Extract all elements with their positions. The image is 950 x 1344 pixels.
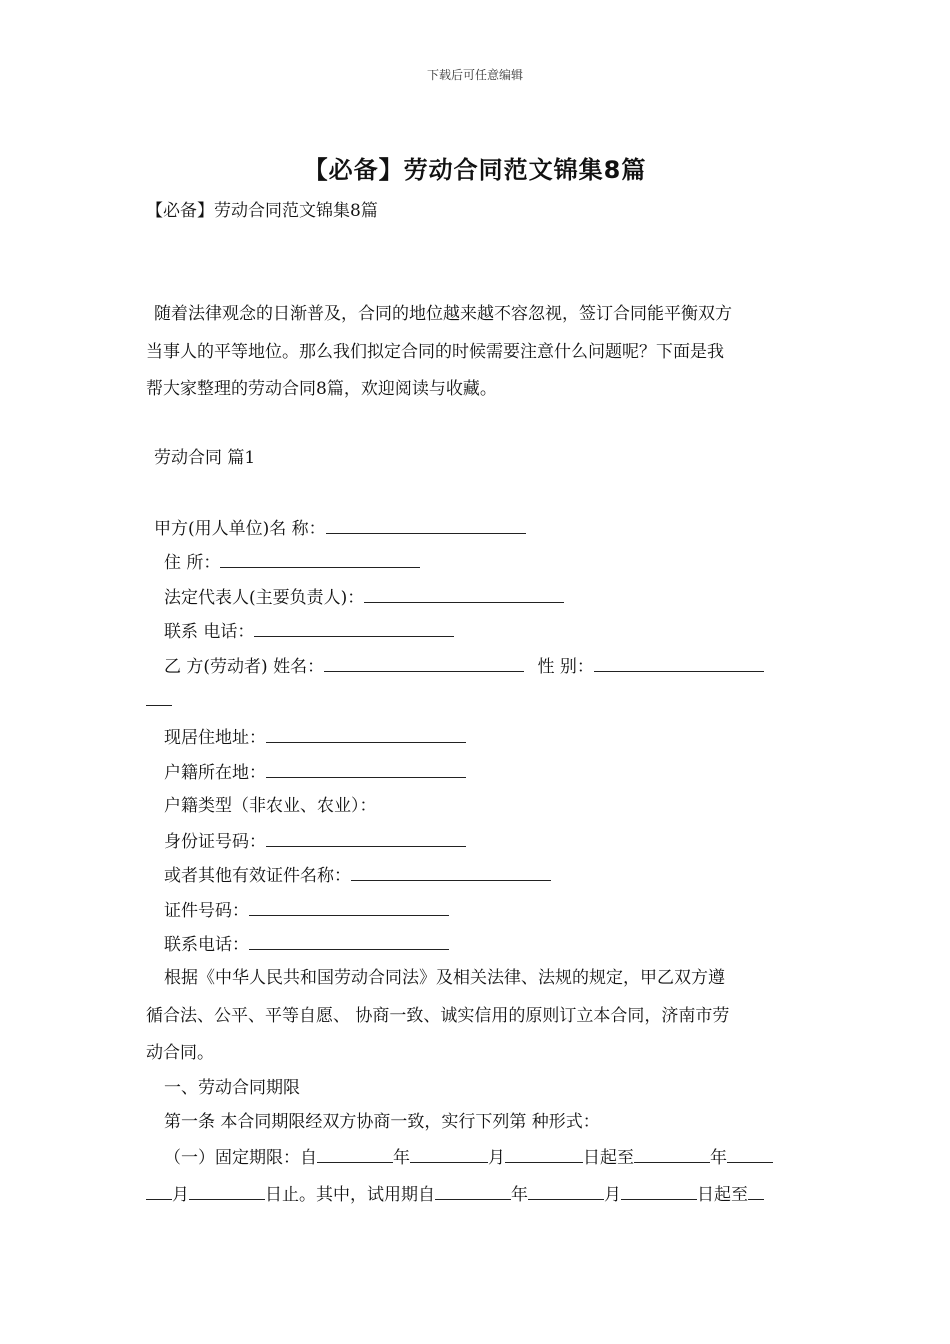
field-label: 住 所： (164, 553, 221, 573)
blank-line (189, 1182, 265, 1200)
blank-line (594, 654, 764, 672)
field-party-b (164, 654, 764, 679)
field-label: 性 别： (537, 657, 594, 677)
basis-line-1: 根据《中华人民共和国劳动合同法》及相关法律、法规的规定，甲乙双方遵 (164, 968, 725, 988)
wrap-blank (146, 688, 172, 713)
field-id-number (164, 829, 466, 854)
field-party-a-name (154, 516, 526, 541)
intro-line-3: 帮大家整理的劳动合同8篇，欢迎阅读与收藏。 (146, 379, 497, 399)
fixed-term-lead: （一）固定期限：自 (164, 1148, 317, 1168)
field-other-id (164, 863, 551, 888)
blank-line (621, 1182, 697, 1200)
field-label: 现居住地址： (164, 728, 266, 748)
blank-line (266, 829, 466, 847)
blank-line (266, 760, 466, 778)
month-label: 月 (172, 1185, 189, 1205)
day-from-label: 日起至 (583, 1148, 634, 1168)
field-hukou-type: 户籍类型（非农业、农业）： (164, 796, 377, 816)
blank-line (324, 654, 524, 672)
year-label: 年 (393, 1148, 410, 1168)
intro-line-1: 随着法律观念的日渐普及，合同的地位越来越不容忽视，签订合同能平衡双方 (154, 304, 732, 324)
blank-line (146, 1182, 172, 1200)
document-title: 【必备】劳动合同范文锦集8篇 (303, 156, 647, 184)
field-label: 甲方(用人单位)名 称： (154, 519, 326, 539)
field-phone-b (164, 932, 449, 957)
basis-line-2: 循合法、公平、平等自愿、 协商一致、诚实信用的原则订立本合同，济南市劳 (146, 1006, 730, 1026)
blank-line (249, 898, 449, 916)
subtitle: 【必备】劳动合同范文锦集8篇 (146, 201, 378, 221)
day-to-label: 日止。其中，试用期自 (265, 1185, 435, 1205)
fixed-term-line (164, 1145, 773, 1170)
fixed-term-line-2 (146, 1182, 764, 1207)
blank-line (254, 619, 454, 637)
field-label: 联系电话： (164, 935, 249, 955)
field-cert-number (164, 898, 449, 923)
blank-line (220, 550, 420, 568)
blank-line (410, 1145, 488, 1163)
term-heading: 一、劳动合同期限 (164, 1078, 300, 1098)
blank-line (505, 1145, 583, 1163)
blank-line (634, 1145, 710, 1163)
blank-line (146, 688, 172, 706)
field-legal-rep (164, 585, 564, 610)
month-label: 月 (488, 1148, 505, 1168)
basis-line-3: 动合同。 (146, 1043, 214, 1063)
field-label: 或者其他有效证件名称： (164, 866, 351, 886)
blank-line (317, 1145, 393, 1163)
blank-line (748, 1182, 764, 1200)
field-label: 身份证号码： (164, 832, 266, 852)
field-label: 证件号码： (164, 901, 249, 921)
section-heading: 劳动合同 篇1 (154, 448, 256, 468)
blank-line (326, 516, 526, 534)
blank-line (528, 1182, 604, 1200)
blank-line (249, 932, 449, 950)
field-label: 户籍所在地： (164, 763, 266, 783)
field-address (164, 550, 420, 575)
year-label: 年 (511, 1185, 528, 1205)
header-note: 下载后可任意编辑 (426, 68, 523, 82)
blank-line (364, 585, 564, 603)
blank-line (351, 863, 551, 881)
field-label: 法定代表人(主要负责人)： (164, 588, 365, 608)
blank-line (727, 1145, 773, 1163)
day-from-label: 日起至 (697, 1185, 748, 1205)
year-label: 年 (710, 1148, 727, 1168)
field-label: 联系 电话： (164, 622, 255, 642)
article-one: 第一条 本合同期限经双方协商一致，实行下列第 种形式： (164, 1112, 600, 1132)
month-label: 月 (604, 1185, 621, 1205)
blank-line (435, 1182, 511, 1200)
blank-line (266, 725, 466, 743)
field-current-address (164, 725, 466, 750)
field-label: 乙 方(劳动者) 姓名： (164, 657, 325, 677)
field-hukou-location (164, 760, 466, 785)
intro-line-2: 当事人的平等地位。那么我们拟定合同的时候需要注意什么问题呢？下面是我 (146, 342, 724, 362)
field-phone-a (164, 619, 454, 644)
